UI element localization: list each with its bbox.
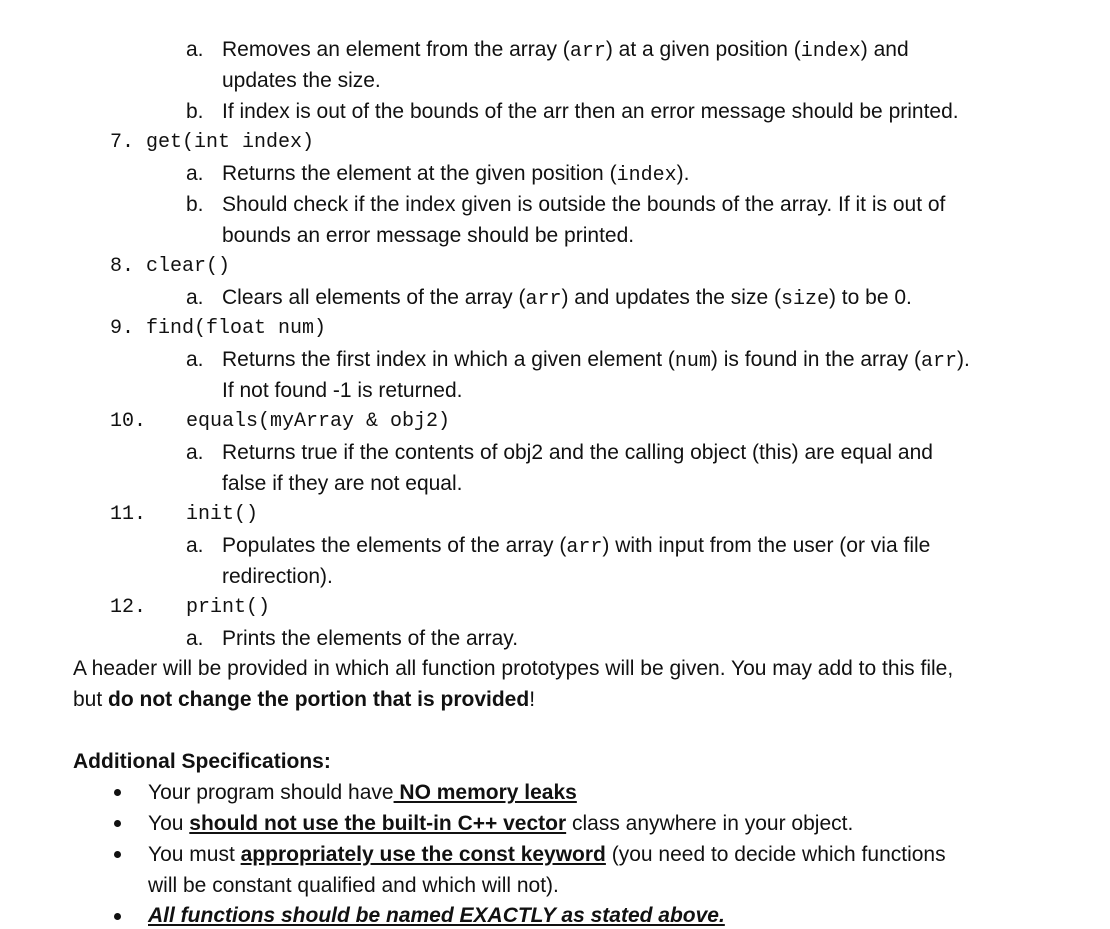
print-number: 12.	[110, 596, 147, 619]
list-marker: a.	[186, 348, 204, 371]
get-description: Returns the element at the given position (index).	[222, 162, 690, 187]
print-signature: print()	[186, 596, 271, 619]
spec-naming: All functions should be named EXACTLY as stated above.	[148, 904, 725, 927]
remove-description-line2: updates the size.	[222, 69, 381, 92]
bullet-icon	[114, 851, 121, 858]
remove-bounds-note: If index is out of the bounds of the arr then an error message should be printed.	[222, 100, 959, 123]
get-bounds-note-line2: bounds an error message should be printed.	[222, 224, 635, 247]
equals-signature: equals(myArray & obj2)	[186, 410, 451, 433]
spec-const-line1: You must appropriately use the const keyword (you need to decide which functions	[148, 843, 946, 866]
bullet-icon	[114, 913, 121, 920]
equals-description-line2: false if they are not equal.	[222, 472, 463, 495]
init-description-line1: Populates the elements of the array (arr) with input from the user (or via file	[222, 534, 931, 559]
clear-description: Clears all elements of the array (arr) and updates the size (size) to be 0.	[222, 286, 912, 311]
get-signature: 7. get(int index)	[110, 131, 315, 154]
print-description: Prints the elements of the array.	[222, 627, 519, 650]
remove-description-line1: Removes an element from the array (arr) at a given position (index) and	[222, 38, 909, 63]
equals-description-line1: Returns true if the contents of obj2 and the calling object (this) are equal and	[222, 441, 933, 464]
equals-number: 10.	[110, 410, 147, 433]
list-marker: b.	[186, 100, 204, 123]
header-note-line2: but do not change the portion that is provided!	[73, 688, 536, 711]
list-marker: a.	[186, 627, 204, 650]
find-description-line1: Returns the first index in which a given element (num) is found in the array (arr).	[222, 348, 970, 373]
clear-signature: 8. clear()	[110, 255, 231, 278]
find-signature: 9. find(float num)	[110, 317, 327, 340]
init-description-line2: redirection).	[222, 565, 333, 588]
find-description-line2: If not found -1 is returned.	[222, 379, 463, 402]
spec-no-vector: You should not use the built-in C++ vector class anywhere in your object.	[148, 812, 854, 835]
list-marker: a.	[186, 38, 204, 61]
spec-memory-leaks: Your program should have NO memory leaks	[148, 781, 577, 804]
header-note-line1: A header will be provided in which all function prototypes will be given. You may add to this file,	[73, 657, 954, 680]
spec-const-line2: will be constant qualified and which will not).	[148, 874, 559, 897]
init-number: 11.	[110, 503, 147, 526]
additional-specifications-heading: Additional Specifications:	[73, 750, 331, 773]
list-marker: a.	[186, 286, 204, 309]
init-signature: init()	[186, 503, 259, 526]
list-marker: a.	[186, 534, 204, 557]
bullet-icon	[114, 789, 121, 796]
list-marker: b.	[186, 193, 204, 216]
get-bounds-note-line1: Should check if the index given is outside the bounds of the array. If it is out of	[222, 193, 946, 216]
bullet-icon	[114, 820, 121, 827]
list-marker: a.	[186, 441, 204, 464]
list-marker: a.	[186, 162, 204, 185]
